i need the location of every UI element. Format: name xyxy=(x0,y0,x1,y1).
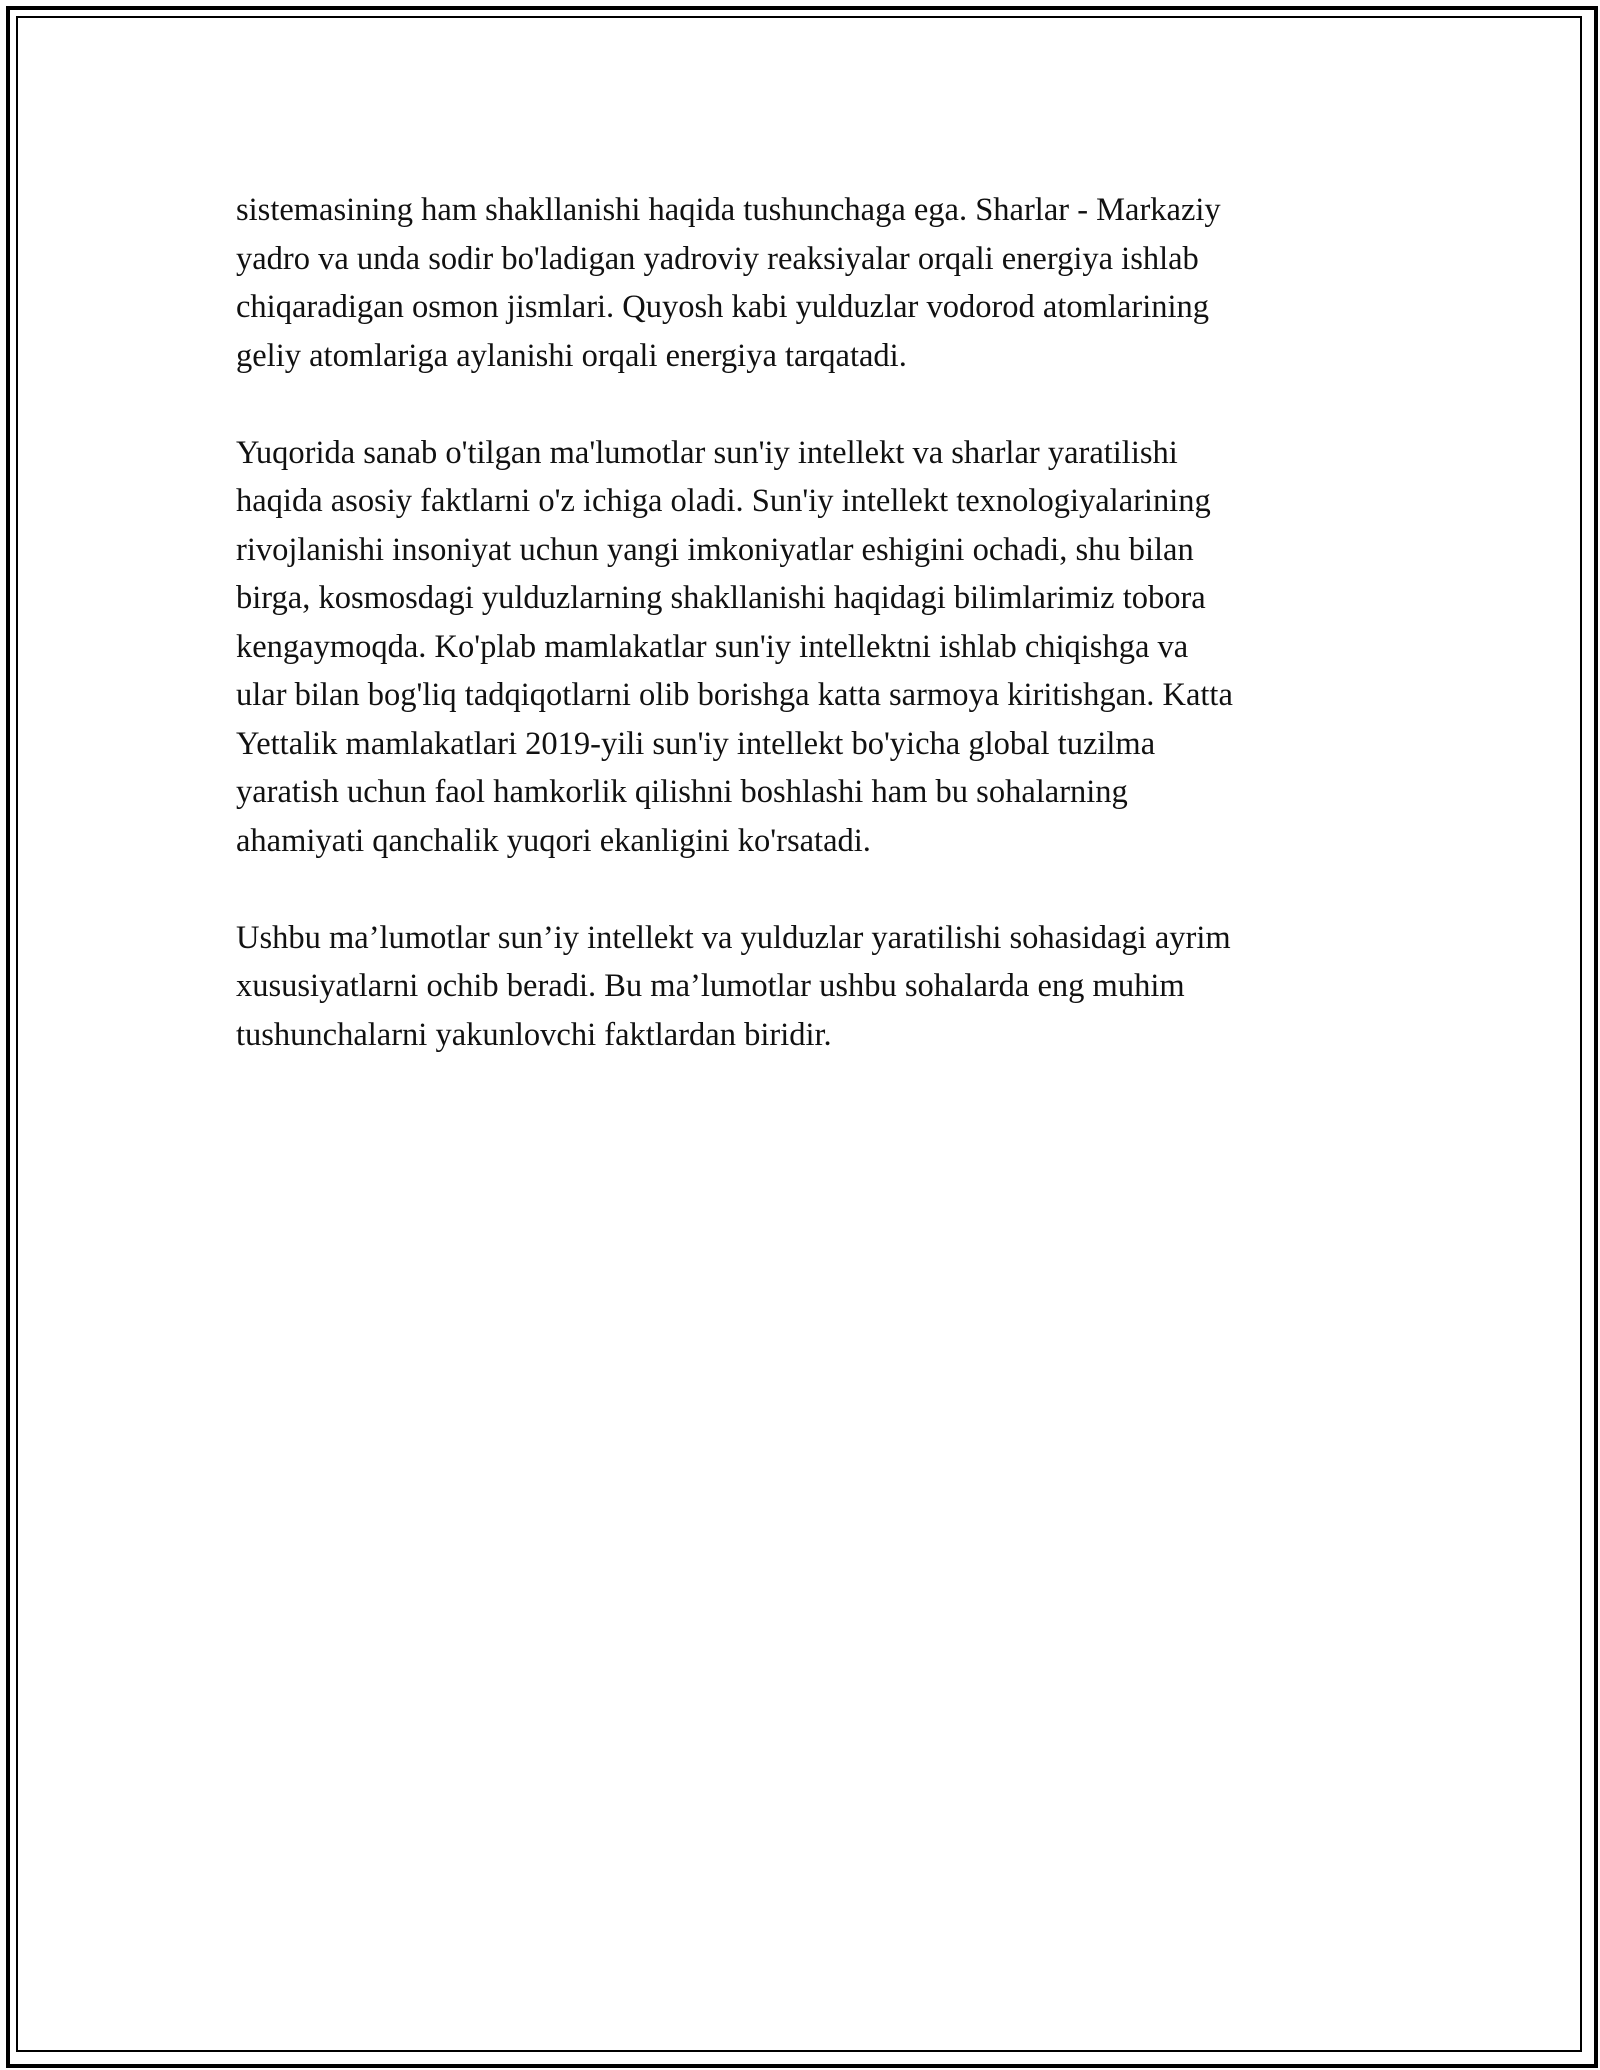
paragraph: Yuqorida sanab o'tilgan ma'lumotlar sun'iy intellekt va sharlar yaratilishi haqida asosiy faktlarni o'z ichiga oladi. Sun'iy intellekt texnologiyalarining rivojlanishi insoniyat uchun yangi imkoniyatlar eshigini ochadi, shu bilan birga, kosmosdagi yulduzlarning shakllanishi haqidagi bilimlarimiz tobora kengaymoqda. Ko'plab mamlakatlar sun'iy intellektni ishlab chiqishga va ular bilan bog'liq tadqiqotlarni olib borishga katta sarmoya kiritishgan. Katta Yettalik mamlakatlari 2019-yili sun'iy intellekt bo'yicha global tuzilma yaratish uchun faol hamkorlik qilishni boshlashi ham bu sohalarning ahamiyati qanchalik yuqori ekanligini ko'rsatadi. xyxy=(236,434,1233,859)
paragraph: Ushbu ma’lumotlar sun’iy intellekt va yulduzlar yaratilishi sohasidagi ayrim xususiyatlarni ochib beradi. Bu ma’lumotlar ushbu sohalarda eng muhim tushunchalarni yakunlovchi faktlardan biridir. xyxy=(236,919,1231,1053)
document-body xyxy=(236,186,1376,1108)
paragraph: sistemasining ham shakllanishi haqida tushunchaga ega. Sharlar - Markaziy yadro va unda sodir bo'ladigan yadroviy reaksiyalar orqali energiya ishlab chiqaradigan osmon jismlari. Quyosh kabi yulduzlar vodorod atomlarining geliy atomlariga aylanishi orqali energiya tarqatadi. xyxy=(236,192,1221,374)
